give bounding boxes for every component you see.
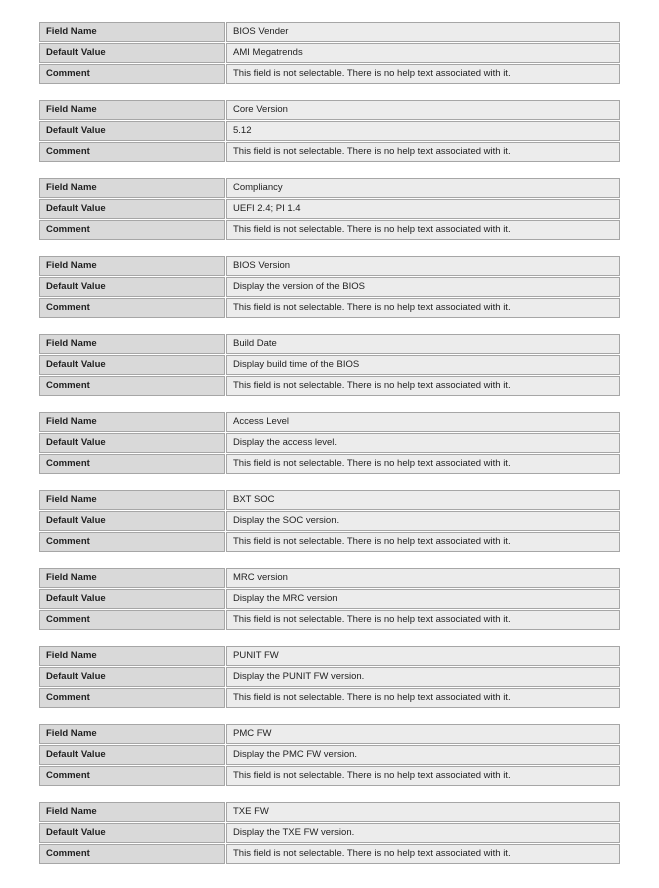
comment-value: This field is not selectable. There is no help text associated with it. — [226, 766, 620, 786]
default-value-label: Default Value — [39, 433, 225, 453]
comment-label: Comment — [39, 844, 225, 864]
comment-label: Comment — [39, 64, 225, 84]
default-value-value: Display the MRC version — [226, 589, 620, 609]
field-name-label: Field Name — [39, 490, 225, 510]
comment-value: This field is not selectable. There is no help text associated with it. — [226, 142, 620, 162]
field-name-row — [39, 802, 620, 822]
default-value-value: Display the access level. — [226, 433, 620, 453]
field-name-value: TXE FW — [226, 802, 620, 822]
comment-row — [39, 532, 620, 552]
default-value-value: Display the TXE FW version. — [226, 823, 620, 843]
field-description-table — [38, 645, 621, 709]
default-value-row — [39, 43, 620, 63]
comment-row — [39, 298, 620, 318]
comment-label: Comment — [39, 376, 225, 396]
field-tables-container — [38, 21, 621, 865]
field-description-table — [38, 723, 621, 787]
field-name-label: Field Name — [39, 724, 225, 744]
field-name-value: PUNIT FW — [226, 646, 620, 666]
field-description-table — [38, 489, 621, 553]
field-name-value: BIOS Version — [226, 256, 620, 276]
field-name-row — [39, 412, 620, 432]
default-value-value: UEFI 2.4; PI 1.4 — [226, 199, 620, 219]
field-name-row — [39, 22, 620, 42]
field-description-table — [38, 333, 621, 397]
field-name-row — [39, 256, 620, 276]
comment-row — [39, 376, 620, 396]
default-value-row — [39, 199, 620, 219]
field-name-value: BXT SOC — [226, 490, 620, 510]
default-value-value: Display the PMC FW version. — [226, 745, 620, 765]
default-value-label: Default Value — [39, 745, 225, 765]
default-value-value: AMI Megatrends — [226, 43, 620, 63]
field-name-value: Build Date — [226, 334, 620, 354]
field-name-value: PMC FW — [226, 724, 620, 744]
comment-row — [39, 454, 620, 474]
field-name-value: Compliancy — [226, 178, 620, 198]
field-name-label: Field Name — [39, 100, 225, 120]
default-value-value: Display the PUNIT FW version. — [226, 667, 620, 687]
comment-row — [39, 220, 620, 240]
comment-label: Comment — [39, 220, 225, 240]
field-description-table — [38, 99, 621, 163]
default-value-row — [39, 745, 620, 765]
default-value-label: Default Value — [39, 511, 225, 531]
default-value-value: Display the version of the BIOS — [226, 277, 620, 297]
default-value-label: Default Value — [39, 589, 225, 609]
default-value-row — [39, 277, 620, 297]
comment-value: This field is not selectable. There is no help text associated with it. — [226, 298, 620, 318]
comment-row — [39, 610, 620, 630]
default-value-label: Default Value — [39, 823, 225, 843]
comment-label: Comment — [39, 454, 225, 474]
default-value-row — [39, 667, 620, 687]
default-value-label: Default Value — [39, 199, 225, 219]
field-name-value: BIOS Vender — [226, 22, 620, 42]
field-name-row — [39, 568, 620, 588]
field-name-row — [39, 334, 620, 354]
default-value-label: Default Value — [39, 121, 225, 141]
comment-value: This field is not selectable. There is no help text associated with it. — [226, 454, 620, 474]
default-value-value: 5.12 — [226, 121, 620, 141]
comment-label: Comment — [39, 142, 225, 162]
field-description-table — [38, 567, 621, 631]
comment-value: This field is not selectable. There is no help text associated with it. — [226, 532, 620, 552]
comment-value: This field is not selectable. There is no help text associated with it. — [226, 610, 620, 630]
default-value-value: Display the SOC version. — [226, 511, 620, 531]
default-value-label: Default Value — [39, 43, 225, 63]
field-description-table — [38, 177, 621, 241]
default-value-row — [39, 121, 620, 141]
field-name-value: Core Version — [226, 100, 620, 120]
comment-label: Comment — [39, 610, 225, 630]
comment-row — [39, 142, 620, 162]
comment-value: This field is not selectable. There is no help text associated with it. — [226, 844, 620, 864]
comment-label: Comment — [39, 532, 225, 552]
comment-row — [39, 64, 620, 84]
field-name-row — [39, 724, 620, 744]
field-name-label: Field Name — [39, 178, 225, 198]
default-value-label: Default Value — [39, 667, 225, 687]
default-value-row — [39, 823, 620, 843]
comment-label: Comment — [39, 688, 225, 708]
field-name-label: Field Name — [39, 412, 225, 432]
field-description-table — [38, 801, 621, 865]
default-value-label: Default Value — [39, 277, 225, 297]
field-name-value: MRC version — [226, 568, 620, 588]
field-description-table — [38, 21, 621, 85]
comment-label: Comment — [39, 766, 225, 786]
comment-row — [39, 688, 620, 708]
comment-value: This field is not selectable. There is no help text associated with it. — [226, 220, 620, 240]
default-value-value: Display build time of the BIOS — [226, 355, 620, 375]
field-name-label: Field Name — [39, 256, 225, 276]
default-value-label: Default Value — [39, 355, 225, 375]
field-name-label: Field Name — [39, 334, 225, 354]
comment-value: This field is not selectable. There is no help text associated with it. — [226, 376, 620, 396]
field-name-row — [39, 490, 620, 510]
field-name-label: Field Name — [39, 802, 225, 822]
default-value-row — [39, 433, 620, 453]
comment-label: Comment — [39, 298, 225, 318]
field-name-label: Field Name — [39, 646, 225, 666]
field-name-label: Field Name — [39, 568, 225, 588]
field-name-label: Field Name — [39, 22, 225, 42]
field-name-value: Access Level — [226, 412, 620, 432]
default-value-row — [39, 589, 620, 609]
field-name-row — [39, 178, 620, 198]
default-value-row — [39, 355, 620, 375]
field-description-table — [38, 411, 621, 475]
comment-row — [39, 766, 620, 786]
comment-value: This field is not selectable. There is no help text associated with it. — [226, 688, 620, 708]
comment-value: This field is not selectable. There is no help text associated with it. — [226, 64, 620, 84]
default-value-row — [39, 511, 620, 531]
field-name-row — [39, 646, 620, 666]
field-name-row — [39, 100, 620, 120]
field-description-table — [38, 255, 621, 319]
comment-row — [39, 844, 620, 864]
